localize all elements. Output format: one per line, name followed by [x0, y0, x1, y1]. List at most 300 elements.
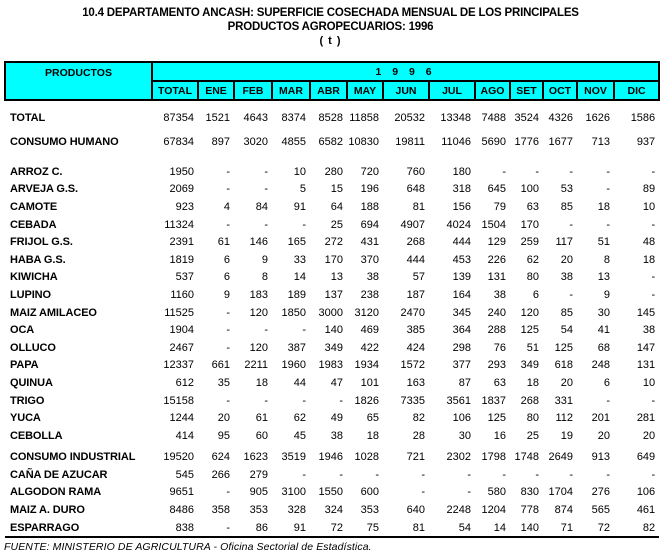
cell-value: 18: [255, 376, 268, 389]
table-row: [5, 321, 659, 339]
row-label: CAMOTE: [10, 200, 58, 213]
cell-value: -: [467, 468, 471, 481]
cell-value: 64: [330, 200, 343, 213]
cell-value: 9: [261, 253, 268, 266]
cell-value: 431: [360, 236, 379, 249]
cell-value: 95: [217, 429, 230, 442]
cell-value: 20: [597, 429, 610, 442]
cell-value: 331: [554, 394, 573, 407]
cell-value: 422: [360, 341, 379, 354]
cell-value: 82: [614, 519, 659, 538]
cell-value: -: [606, 468, 610, 481]
cell-value: 65: [366, 412, 379, 425]
cell-value: -: [467, 486, 471, 499]
row-label: MAIZ AMILACEO: [10, 306, 97, 319]
unit-label: ( t ): [319, 35, 342, 47]
cell-value: 1677: [548, 136, 573, 148]
cell-value: -: [264, 324, 268, 337]
cell-value: 266: [211, 468, 230, 481]
cell-value: 293: [487, 359, 506, 372]
cell-value: 120: [249, 306, 268, 319]
table-header: [5, 62, 659, 100]
cell-value: 45: [293, 429, 306, 442]
cell-value: 165: [287, 236, 306, 249]
cell-value: 106: [636, 486, 656, 499]
column-header-jul: JUL: [429, 81, 475, 100]
cell-value: 8528: [318, 112, 343, 124]
cell-value: 112: [555, 412, 573, 425]
cell-value: 63: [526, 200, 539, 213]
cell-value: 444: [452, 236, 471, 249]
table-row: [5, 286, 659, 304]
cell-value: 328: [287, 504, 306, 517]
cell-value: 183: [249, 288, 268, 301]
cell-value: 4855: [281, 136, 306, 148]
spacer-row: [5, 154, 659, 163]
cell-value: 13: [330, 271, 343, 284]
cell-value: 137: [324, 288, 343, 301]
table-row: [5, 198, 659, 216]
cell-value: 54: [429, 519, 475, 538]
cell-value: 377: [452, 359, 471, 372]
table-row: [5, 392, 659, 410]
cell-value: 1572: [400, 359, 425, 372]
cell-value: 874: [554, 504, 573, 517]
cell-value: 838: [152, 519, 198, 538]
cell-value: 1960: [281, 359, 306, 372]
cell-value: -: [535, 468, 539, 481]
cell-value: 612: [175, 376, 194, 389]
cell-value: 353: [249, 504, 268, 517]
cell-value: 345: [452, 306, 471, 319]
cell-value: -: [421, 468, 425, 481]
cell-value: 424: [406, 341, 425, 354]
row-label: MAIZ A. DURO: [10, 504, 85, 517]
cell-value: 76: [493, 341, 506, 354]
cell-value: 2248: [446, 504, 471, 517]
cell-value: 1160: [170, 288, 194, 301]
cell-value: -: [339, 394, 343, 407]
cell-value: 49: [330, 412, 343, 425]
cell-value: 4: [223, 200, 230, 213]
cell-value: 47: [330, 376, 343, 389]
row-label: KIWICHA: [10, 271, 58, 284]
cell-value: -: [651, 165, 656, 178]
cell-value: 9: [223, 288, 230, 301]
cell-value: 1826: [354, 394, 379, 407]
cell-value: 62: [293, 412, 306, 425]
row-label: OLLUCO: [10, 341, 56, 354]
cell-value: 146: [249, 236, 268, 249]
cell-value: 1934: [354, 359, 379, 372]
cell-value: 6: [223, 253, 230, 266]
row-label: QUINUA: [10, 376, 53, 389]
cell-value: 276: [591, 486, 610, 499]
row-label: FRIJOL G.S.: [10, 236, 73, 249]
cell-value: 38: [493, 288, 506, 301]
table-row: [5, 269, 659, 287]
column-header-oct: OCT: [543, 81, 577, 100]
cell-value: 19: [560, 429, 573, 442]
cell-value: 364: [452, 324, 471, 337]
cell-value: -: [606, 394, 610, 407]
cell-value: 57: [412, 271, 425, 284]
cell-value: 830: [520, 486, 539, 499]
cell-value: -: [606, 165, 610, 178]
cell-value: 3020: [243, 136, 268, 148]
cell-value: 38: [560, 271, 573, 284]
cell-value: 120: [520, 306, 539, 319]
cell-value: 14: [475, 519, 510, 538]
cell-value: 13348: [440, 112, 471, 124]
cell-value: 318: [452, 183, 471, 196]
cell-value: 661: [211, 359, 230, 372]
cell-value: 897: [211, 136, 230, 148]
cell-value: 106: [452, 412, 471, 425]
cell-value: 649: [636, 451, 656, 464]
cell-value: 170: [324, 253, 343, 266]
cell-value: 7488: [481, 112, 506, 124]
cell-value: 2470: [400, 306, 425, 319]
cell-value: 20: [217, 412, 230, 425]
cell-value: 80: [526, 271, 539, 284]
cell-value: 9: [603, 288, 610, 301]
cell-value: 20532: [394, 112, 425, 124]
cell-value: 18: [366, 429, 379, 442]
cell-value: 188: [360, 200, 379, 213]
cell-value: 3524: [514, 112, 539, 124]
cell-value: 349: [324, 341, 343, 354]
source-note: FUENTE: MINISTERIO DE AGRICULTURA - Oficina Sectorial de Estadística.: [4, 541, 372, 554]
cell-value: 3519: [281, 451, 306, 464]
cell-value: -: [302, 468, 306, 481]
page-title: [0, 0, 661, 48]
table-row: [5, 163, 659, 181]
cell-value: 3000: [318, 306, 343, 319]
cell-value: -: [421, 486, 425, 499]
cell-value: 38: [366, 271, 379, 284]
cell-value: 48: [642, 236, 656, 249]
cell-value: 5690: [481, 136, 506, 148]
cell-value: 3561: [446, 394, 471, 407]
cell-value: 16: [493, 429, 506, 442]
cell-value: 937: [636, 136, 656, 148]
cell-value: 33: [293, 253, 306, 266]
cell-value: 72: [577, 519, 614, 538]
cell-value: 414: [175, 429, 194, 442]
table-body: [5, 100, 659, 537]
products-column-header: PRODUCTOS: [5, 62, 152, 100]
cell-value: 75: [347, 519, 383, 538]
cell-value: 1550: [318, 486, 343, 499]
cell-value: 44: [293, 376, 306, 389]
row-label: HABA G.S.: [10, 253, 66, 266]
cell-value: 11858: [349, 112, 379, 124]
cell-value: 268: [520, 394, 539, 407]
cell-value: 358: [211, 504, 230, 517]
cell-value: -: [226, 218, 230, 231]
cell-value: 25: [330, 218, 343, 231]
cell-value: 370: [360, 253, 379, 266]
table-row: [5, 251, 659, 269]
cell-value: 4907: [400, 218, 425, 231]
row-label: CAÑA DE AZUCAR: [10, 468, 108, 481]
cell-value: 131: [636, 359, 656, 372]
cell-value: 694: [360, 218, 379, 231]
cell-value: 140: [324, 324, 343, 337]
cell-value: 131: [487, 271, 506, 284]
cell-value: 139: [452, 271, 471, 284]
cell-value: -: [339, 468, 343, 481]
table-row: [5, 449, 659, 467]
title-line-2: PRODUCTOS AGROPECUARIOS: 1996: [227, 21, 434, 33]
cell-value: 30: [458, 429, 471, 442]
cell-value: 15: [330, 183, 343, 196]
cell-value: 187: [406, 288, 425, 301]
cell-value: 11324: [164, 218, 194, 231]
cell-value: 68: [597, 341, 610, 354]
cell-value: -: [264, 183, 268, 196]
cell-value: -: [226, 306, 230, 319]
cell-value: 125: [487, 412, 506, 425]
cell-value: 2302: [446, 451, 471, 464]
cell-value: 82: [412, 412, 425, 425]
cell-value: -: [226, 341, 230, 354]
cell-value: 353: [360, 504, 379, 517]
cell-value: -: [198, 519, 234, 538]
table-row: [5, 304, 659, 322]
cell-value: 4643: [243, 112, 268, 124]
cell-value: 640: [406, 504, 425, 517]
cell-value: 101: [360, 376, 379, 389]
cell-value: 240: [487, 306, 506, 319]
cell-value: 280: [324, 165, 343, 178]
cell-value: 2391: [169, 236, 194, 249]
cell-value: 87354: [163, 112, 194, 124]
row-label: ARROZ C.: [10, 165, 63, 178]
cell-value: 19811: [395, 136, 425, 148]
title-line-1: 10.4 DEPARTAMENTO ANCASH: SUPERFICIE COSECHADA MENSUAL DE LOS PRINCIPALES: [82, 7, 579, 19]
table-row: [5, 501, 659, 519]
cell-value: 81: [412, 200, 425, 213]
cell-value: 720: [360, 165, 379, 178]
cell-value: 125: [520, 324, 539, 337]
cell-value: 41: [597, 324, 610, 337]
cell-value: 2649: [548, 451, 573, 464]
cell-value: -: [302, 324, 306, 337]
cell-value: 18: [642, 253, 656, 266]
cell-value: 117: [555, 236, 573, 249]
cell-value: 91: [272, 519, 310, 538]
cell-value: 100: [520, 183, 539, 196]
data-table: [4, 61, 660, 538]
cell-value: 1798: [481, 451, 506, 464]
cell-value: -: [651, 218, 656, 231]
cell-value: 28: [412, 429, 425, 442]
cell-value: 8: [603, 253, 610, 266]
cell-value: 2211: [244, 359, 268, 372]
cell-value: 645: [487, 183, 506, 196]
cell-value: 580: [487, 486, 506, 499]
column-header-dic: DIC: [614, 81, 659, 100]
cell-value: 1850: [281, 306, 306, 319]
cell-value: 35: [217, 376, 230, 389]
cell-value: 20: [560, 253, 573, 266]
cell-value: 6: [603, 376, 610, 389]
cell-value: 913: [591, 451, 610, 464]
cell-value: 91: [293, 200, 306, 213]
column-header-ene: ENE: [198, 81, 234, 100]
cell-value: 3100: [281, 486, 306, 499]
cell-value: 30: [597, 306, 610, 319]
cell-value: 87: [458, 376, 471, 389]
cell-value: 248: [591, 359, 610, 372]
cell-value: 288: [487, 324, 506, 337]
cell-value: -: [502, 468, 506, 481]
cell-value: 147: [636, 341, 656, 354]
cell-value: 129: [487, 236, 506, 249]
cell-value: 54: [560, 324, 573, 337]
row-label: CONSUMO INDUSTRIAL: [10, 451, 136, 464]
cell-value: 84: [255, 200, 268, 213]
cell-value: 624: [211, 451, 230, 464]
cell-value: 2069: [169, 183, 194, 196]
cell-value: 8486: [169, 504, 194, 517]
column-header-ago: AGO: [475, 81, 510, 100]
cell-value: -: [651, 271, 656, 284]
table-row: [5, 100, 659, 130]
column-header-nov: NOV: [577, 81, 614, 100]
cell-value: 1626: [585, 112, 610, 124]
cell-value: 1776: [514, 136, 539, 148]
table-row: [5, 466, 659, 484]
cell-value: -: [264, 394, 268, 407]
cell-value: 85: [560, 306, 573, 319]
cell-value: 20: [642, 429, 656, 442]
cell-value: 272: [324, 236, 343, 249]
cell-value: 60: [255, 429, 268, 442]
row-label: CONSUMO HUMANO: [10, 136, 119, 148]
cell-value: 63: [493, 376, 506, 389]
cell-value: 189: [287, 288, 306, 301]
cell-value: 1946: [318, 451, 343, 464]
cell-value: 545: [175, 468, 194, 481]
cell-value: 11046: [441, 136, 471, 148]
cell-value: 600: [360, 486, 379, 499]
column-header-may: MAY: [347, 81, 383, 100]
table-row: [5, 484, 659, 502]
cell-value: 385: [406, 324, 425, 337]
cell-value: 8374: [281, 112, 306, 124]
cell-value: 86: [234, 519, 272, 538]
table-row: [5, 409, 659, 427]
cell-value: 281: [636, 412, 656, 425]
cell-value: -: [226, 394, 230, 407]
row-label: TRIGO: [10, 394, 45, 407]
cell-value: -: [606, 183, 610, 196]
cell-value: 79: [493, 200, 506, 213]
cell-value: -: [302, 394, 306, 407]
cell-value: 778: [520, 504, 539, 517]
cell-value: 1521: [205, 112, 230, 124]
row-label: OCA: [10, 324, 35, 337]
cell-value: 4024: [446, 218, 471, 231]
table-row: [5, 427, 659, 445]
cell-value: 6: [532, 288, 539, 301]
year-header: 1 9 9 6: [152, 62, 659, 81]
cell-value: -: [375, 468, 379, 481]
table-row: [5, 519, 659, 538]
table-row: [5, 130, 659, 154]
cell-value: 905: [249, 486, 268, 499]
cell-value: 1504: [481, 218, 506, 231]
cell-value: -: [651, 394, 656, 407]
cell-value: 1028: [354, 451, 379, 464]
cell-value: 80: [526, 412, 539, 425]
row-label: ALGODON RAMA: [10, 486, 102, 499]
cell-value: 25: [526, 429, 539, 442]
cell-value: 18: [597, 200, 610, 213]
cell-value: -: [569, 468, 573, 481]
cell-value: 1748: [514, 451, 539, 464]
cell-value: 1837: [481, 394, 506, 407]
cell-value: 201: [591, 412, 610, 425]
cell-value: 461: [636, 504, 656, 517]
cell-value: 1586: [630, 112, 656, 124]
cell-value: 15158: [163, 394, 194, 407]
cell-value: 163: [406, 376, 425, 389]
cell-value: 180: [452, 165, 471, 178]
cell-value: 1623: [243, 451, 268, 464]
cell-value: 713: [591, 136, 610, 148]
cell-value: 226: [487, 253, 506, 266]
cell-value: 537: [175, 271, 194, 284]
table-row: [5, 233, 659, 251]
column-header-set: SET: [510, 81, 543, 100]
cell-value: 120: [249, 341, 268, 354]
cell-value: 156: [452, 200, 471, 213]
column-header-jun: JUN: [383, 81, 429, 100]
cell-value: 72: [310, 519, 347, 538]
cell-value: 145: [636, 306, 656, 319]
column-header-feb: FEB: [234, 81, 272, 100]
cell-value: 565: [591, 504, 610, 517]
year-header-row: [5, 62, 659, 81]
row-label: CEBOLLA: [10, 429, 63, 442]
cell-value: 53: [560, 183, 573, 196]
cell-value: 67834: [163, 136, 194, 148]
cell-value: 19520: [163, 451, 194, 464]
cell-value: 298: [452, 341, 471, 354]
row-label: CEBADA: [10, 218, 57, 231]
cell-value: 38: [330, 429, 343, 442]
cell-value: 6: [223, 271, 230, 284]
cell-value: -: [569, 165, 573, 178]
cell-value: 62: [526, 253, 539, 266]
cell-value: 9651: [169, 486, 194, 499]
cell-value: 8: [261, 271, 268, 284]
cell-value: -: [264, 218, 268, 231]
row-label: TOTAL: [10, 112, 46, 124]
cell-value: -: [569, 218, 573, 231]
cell-value: 6582: [318, 136, 343, 148]
cell-value: 1983: [318, 359, 343, 372]
cell-value: 279: [249, 468, 268, 481]
table-row: [5, 339, 659, 357]
cell-value: 1904: [169, 324, 194, 337]
column-header-abr: ABR: [310, 81, 347, 100]
cell-value: 1244: [169, 412, 194, 425]
